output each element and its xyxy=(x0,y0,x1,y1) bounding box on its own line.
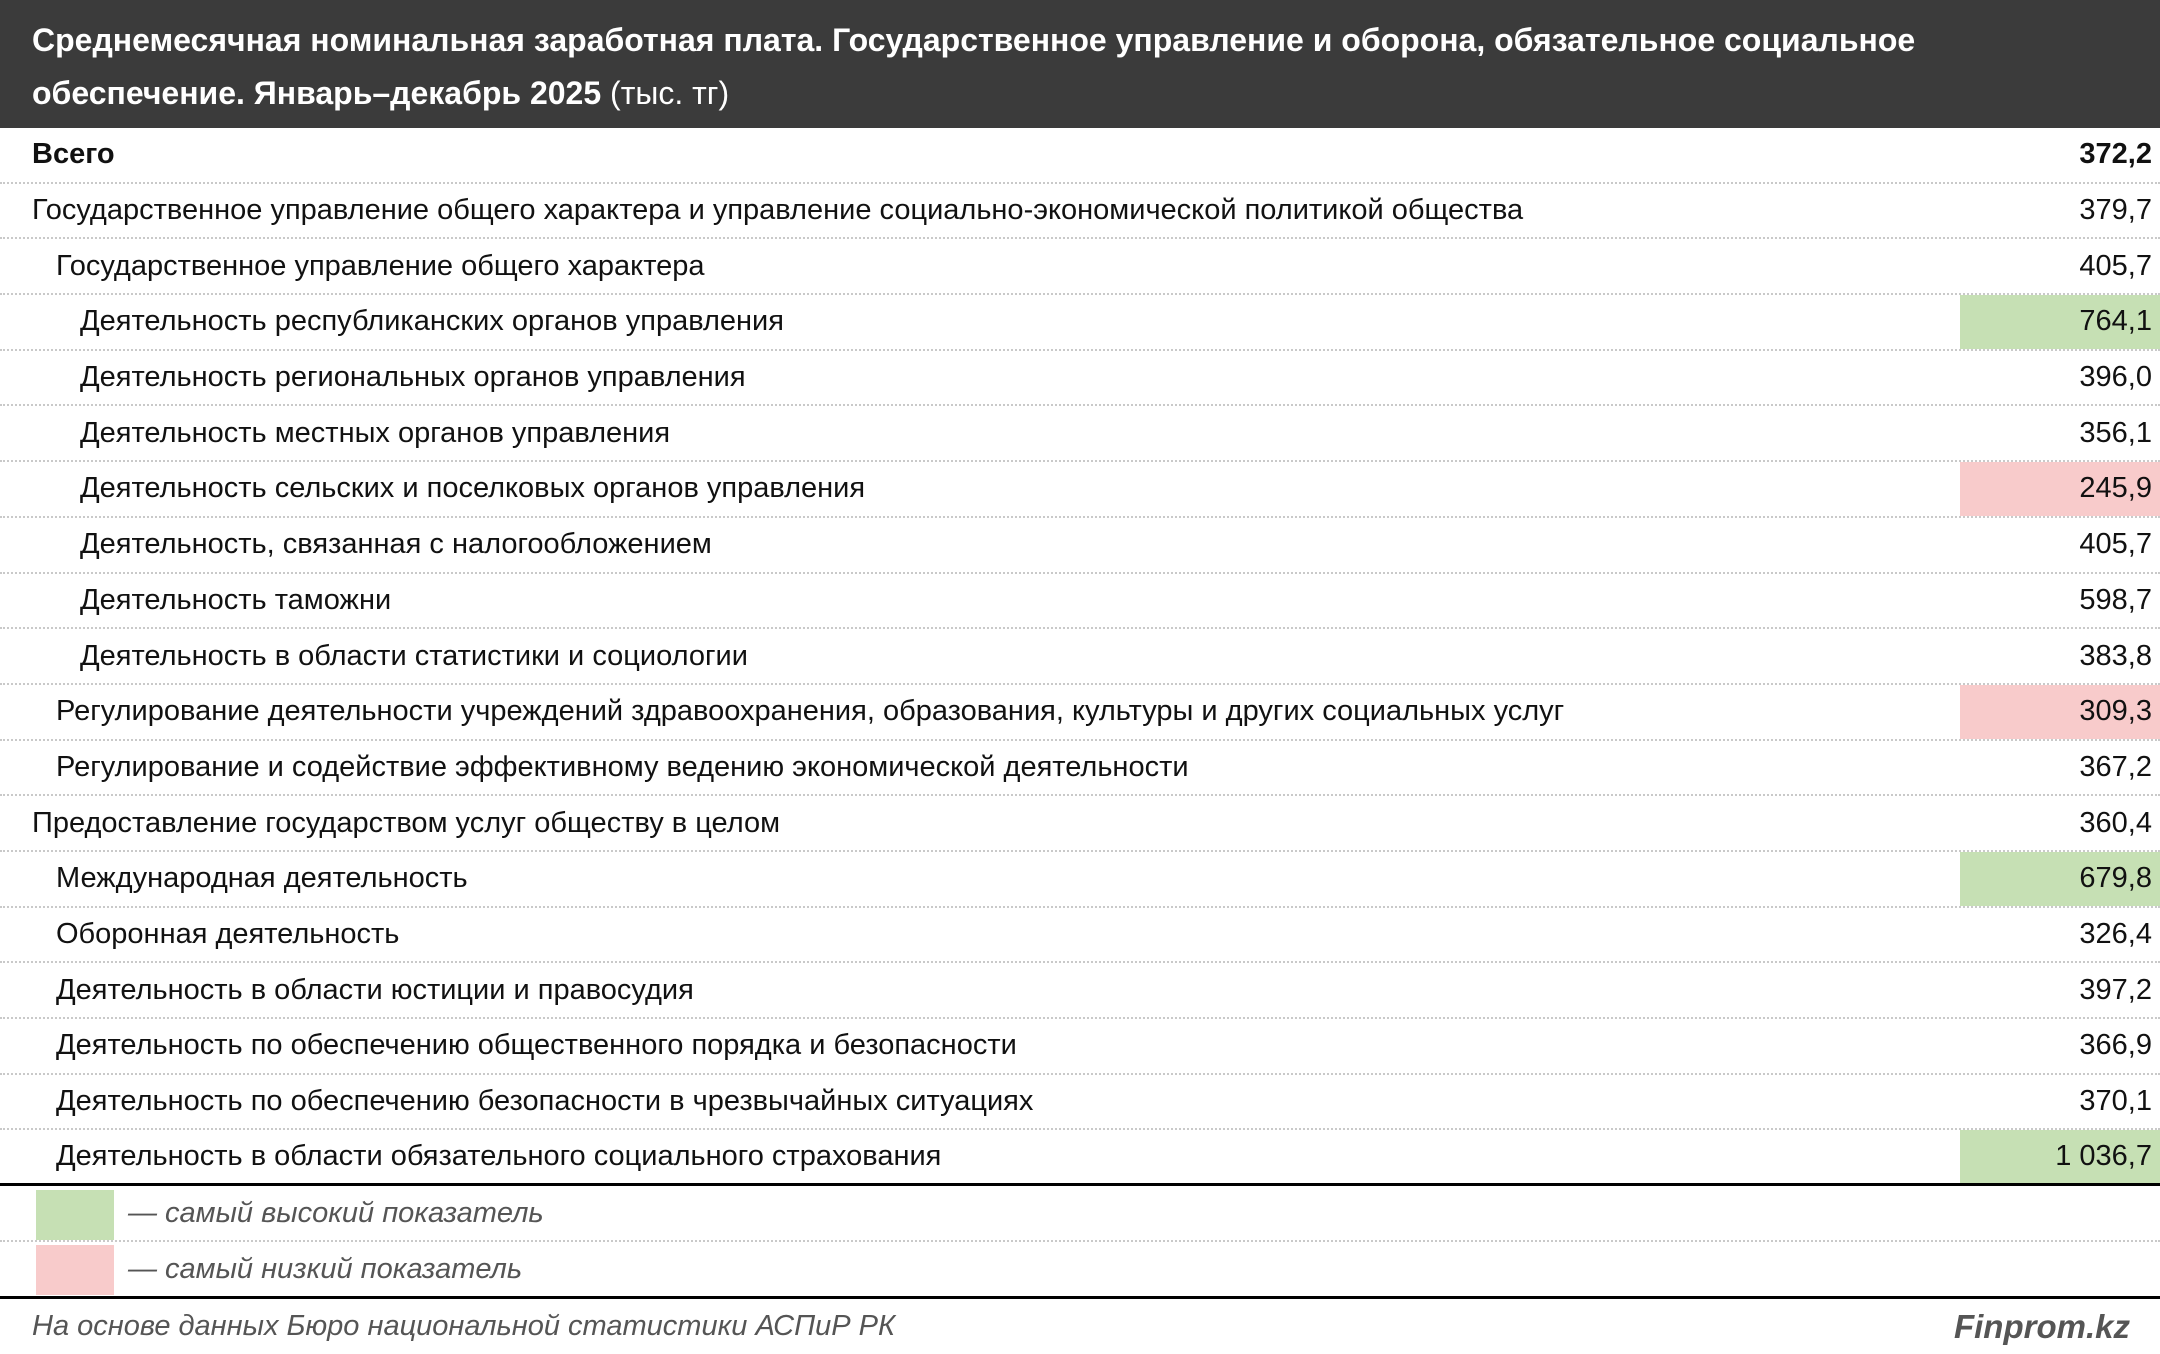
row-label: Деятельность по обеспечению безопасности в чрезвычайных ситуациях xyxy=(56,1085,1034,1118)
row-label: Государственное управление общего характера xyxy=(56,249,705,282)
table-row xyxy=(0,1075,2160,1131)
table-row xyxy=(0,406,2160,462)
row-label: Всего xyxy=(32,138,115,171)
row-value: 379,7 xyxy=(2079,194,2152,227)
source-note: На основе данных Бюро национальной статистики АСПиР РК xyxy=(32,1310,896,1342)
row-value: 396,0 xyxy=(2079,361,2152,394)
row-value: 372,2 xyxy=(2079,138,2152,171)
row-label: Государственное управление общего характера и управление социально-экономической политикой общества xyxy=(32,194,1524,227)
row-value: 405,7 xyxy=(2079,249,2152,282)
table-row xyxy=(0,128,2160,184)
row-value: 383,8 xyxy=(2079,639,2152,672)
row-value: 405,7 xyxy=(2079,528,2152,561)
row-label: Деятельность региональных органов управления xyxy=(80,361,746,394)
row-label: Деятельность в области юстиции и правосудия xyxy=(56,973,694,1006)
data-table xyxy=(0,128,2160,1186)
row-label: Деятельность республиканских органов управления xyxy=(80,305,784,338)
row-label: Деятельность таможни xyxy=(80,583,392,616)
row-label: Международная деятельность xyxy=(56,862,468,895)
table-row xyxy=(0,908,2160,964)
legend-swatch-low xyxy=(36,1245,114,1295)
table-unit: (тыс. тг) xyxy=(610,75,730,111)
table-row xyxy=(0,629,2160,685)
table-row xyxy=(0,239,2160,295)
table-row xyxy=(0,685,2160,741)
footer xyxy=(0,1296,2160,1354)
row-label: Деятельность в области обязательного социального страхования xyxy=(56,1140,942,1173)
row-label: Оборонная деятельность xyxy=(56,917,400,950)
table-row xyxy=(0,741,2160,797)
row-value: 356,1 xyxy=(2079,416,2152,449)
brand-logo: Finprom.kz xyxy=(1953,1307,2130,1345)
row-label: Предоставление государством услуг обществу в целом xyxy=(32,806,781,839)
row-label: Деятельность местных органов управления xyxy=(80,416,671,449)
row-label: Деятельность по обеспечению общественного порядка и безопасности xyxy=(56,1029,1017,1062)
row-label: Регулирование деятельности учреждений здравоохранения, образования, культуры и других социальных услуг xyxy=(56,695,1565,728)
row-value: 598,7 xyxy=(2079,583,2152,616)
row-value: 1 036,7 xyxy=(1960,1130,2160,1183)
row-value: 679,8 xyxy=(1960,852,2160,906)
table-row xyxy=(0,852,2160,908)
row-label: Регулирование и содействие эффективному ведению экономической деятельности xyxy=(56,750,1189,783)
table-row xyxy=(0,184,2160,240)
row-label: Деятельность в области статистики и социологии xyxy=(80,639,748,672)
row-value: 370,1 xyxy=(2079,1085,2152,1118)
legend-label-high: — самый высокий показатель xyxy=(128,1197,544,1229)
table-row xyxy=(0,1130,2160,1186)
legend xyxy=(0,1187,2160,1297)
table-row xyxy=(0,574,2160,630)
table-row xyxy=(0,295,2160,351)
row-value: 360,4 xyxy=(2079,806,2152,839)
table-row xyxy=(0,351,2160,407)
row-label: Деятельность сельских и поселковых органов управления xyxy=(80,472,866,505)
row-value: 309,3 xyxy=(1960,685,2160,739)
row-value: 326,4 xyxy=(2079,917,2152,950)
row-value: 245,9 xyxy=(1960,462,2160,516)
table-header xyxy=(0,0,2160,128)
row-value: 367,2 xyxy=(2079,750,2152,783)
legend-label-low: — самый низкий показатель xyxy=(128,1253,523,1285)
table-row xyxy=(0,462,2160,518)
table-title: Среднемесячная номинальная заработная плата. Государственное управление и оборона, обязательное социальное обеспечение. Январь–декабрь 2025 xyxy=(32,22,1916,111)
table-row xyxy=(0,1019,2160,1075)
table-row xyxy=(0,518,2160,574)
row-value: 397,2 xyxy=(2079,973,2152,1006)
row-value: 764,1 xyxy=(1960,295,2160,349)
row-label: Деятельность, связанная с налогообложением xyxy=(80,528,712,561)
table-row xyxy=(0,796,2160,852)
legend-item-low xyxy=(0,1242,2160,1297)
table-row xyxy=(0,963,2160,1019)
legend-swatch-high xyxy=(36,1190,114,1240)
legend-item-high xyxy=(0,1187,2160,1242)
row-value: 366,9 xyxy=(2079,1029,2152,1062)
